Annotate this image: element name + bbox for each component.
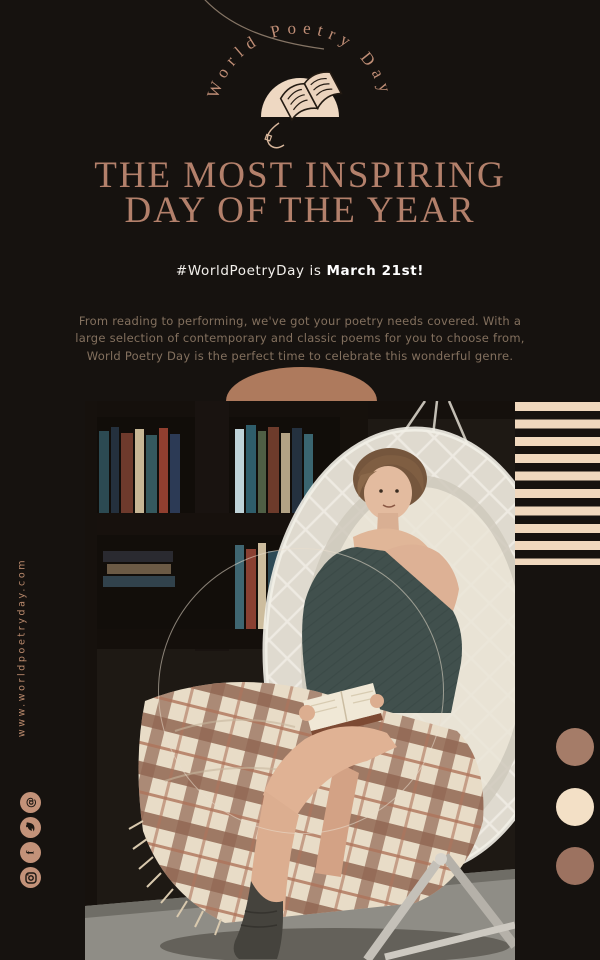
- at-icon[interactable]: @: [20, 792, 41, 813]
- twitter-icon[interactable]: [20, 817, 41, 838]
- logo-arc-text: World Poetry Day: [203, 18, 397, 101]
- poster-title: [0, 155, 600, 231]
- stripe-pattern: [515, 402, 600, 565]
- accent-circle-1: [556, 728, 594, 766]
- social-bar: [20, 792, 41, 892]
- world-poetry-day-logo: [176, 6, 424, 160]
- poster-title-line2: DAY OF THE YEAR: [124, 190, 476, 231]
- website-vertical-text[interactable]: www.worldpoetryday.com: [16, 557, 28, 738]
- accent-circle-2: [556, 788, 594, 826]
- circle-outline-decoration: [158, 548, 444, 834]
- date-highlight: March 21st!: [326, 263, 425, 279]
- accent-circle-3: [556, 847, 594, 885]
- body-text: From reading to performing, we've got your poetry needs covered. With a large selection of contemporary and classic poems for you to choose from, World Poetry Day is the perfect time to celebrate this wonderful genre.: [75, 313, 525, 363]
- facebook-icon[interactable]: f: [20, 842, 41, 863]
- dome-decoration: [226, 367, 377, 401]
- poster-title-line1: THE MOST INSPIRING: [94, 155, 506, 196]
- hashtag-text: #WorldPoetryDay is: [175, 263, 322, 279]
- instagram-icon[interactable]: [20, 867, 41, 888]
- subtitle: [0, 263, 600, 279]
